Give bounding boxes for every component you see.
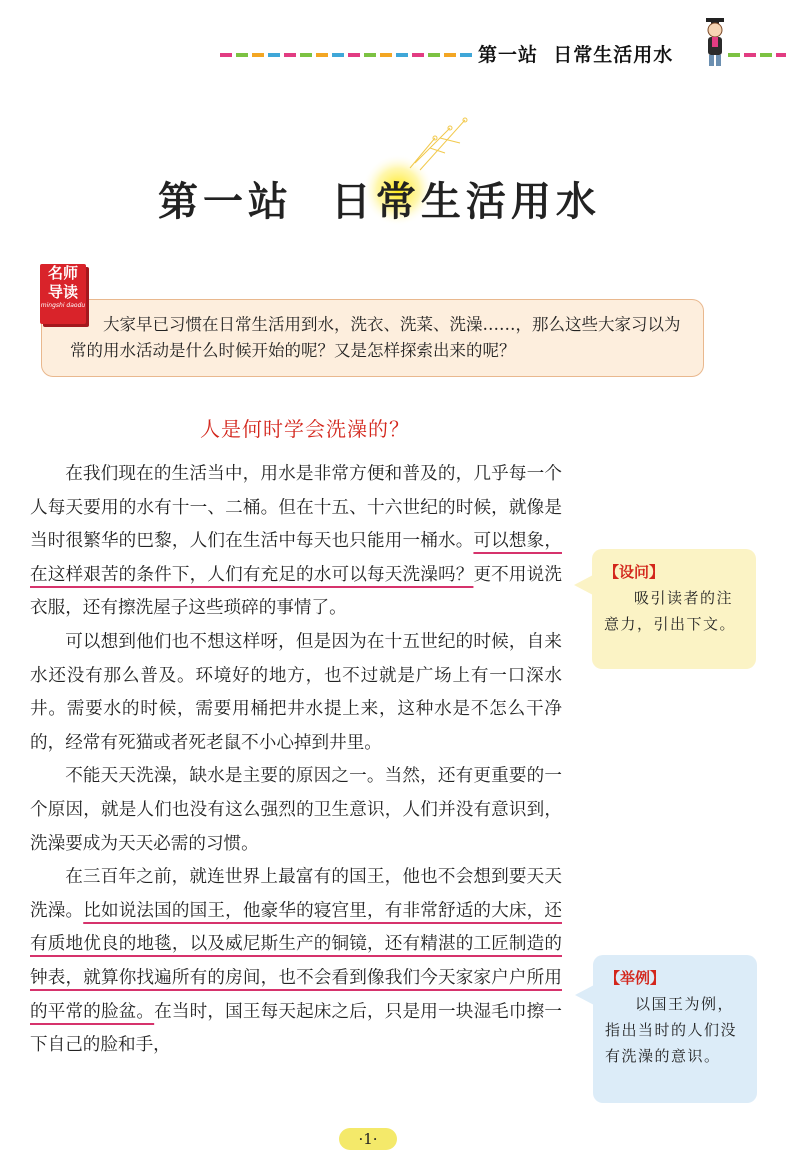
running-header-title: 第一站 日常生活用水 <box>478 44 674 66</box>
p4-underlined-example: 比如说法国的国王，他豪华的寝宫里，有非常舒适的大床，还有质地优良的地毯，以及威尼斯生产的铜镜，还有精湛的工匠制造的钟表，就算你找遍所有的房间，也不会看到像我们今天家家户户所用的平常的脸盆。 <box>30 900 562 1022</box>
paragraph-3: 不能天天洗澡，缺水是主要的原因之一。当然，还有更重要的一个原因，就是人们也没有这么强烈的卫生意识，人们并没有意识到，洗澡要成为天天必需的习惯。 <box>30 766 562 854</box>
note-title: 【举例】 <box>605 969 666 987</box>
paragraph-1 <box>30 458 562 626</box>
paragraph-2: 可以想到他们也不想这样呀，但是因为在十五世纪的时候，自来水还没有那么普及。环境好的地方，也不过就是广场上有一口深水井。需要水的时候，需要用桶把井水提上来，这种水是不怎么干净的，经常有死猫或者死老鼠不小心掉到井里。 <box>30 631 562 753</box>
p1-text-c: 更不用说洗衣服，还有擦洗屋子这些琐碎的事情了。 <box>30 564 562 619</box>
annotation-note-rhetorical <box>592 549 756 669</box>
graduate-mascot-icon <box>700 16 730 68</box>
p1-text-a: 在我们现在的生活当中，用水是非常方便和普及的，几乎每一个人每天要用的水有十一、二桶。但在十五、十六世纪的时候，就像是当时很繁华的巴黎，人们在生活中每天也只能用一桶水。 <box>30 464 562 552</box>
paragraph-4 <box>30 861 562 1063</box>
badge-label-1: 名师 <box>47 264 78 282</box>
note-body: 吸引读者的注意力，引出下文。 <box>604 589 737 633</box>
p4-text-a: 在三百年之前，就连世界上最富有的国王，他也不会想到要天天洗澡。 <box>30 867 562 921</box>
note-pointer <box>574 575 593 595</box>
annotation-note-example <box>593 955 757 1103</box>
guide-text: 大家早已习惯在日常生活用到水，洗衣、洗菜、洗澡……，那么这些大家习以为常的用水活动是什么时候开始的呢？又是怎样探索出来的呢？ <box>70 315 681 360</box>
note-body: 以国王为例，指出当时的人们没有洗澡的意识。 <box>605 995 738 1065</box>
body-text <box>30 458 562 1063</box>
p1-underlined-question: 可以想象，在这样艰苦的条件下，人们有充足的水可以每天洗澡吗？ <box>30 531 562 585</box>
page-number: ·1· <box>358 1130 378 1148</box>
chapter-title: 第一站 日常生活用水 <box>158 178 601 225</box>
note-pointer <box>575 985 594 1005</box>
p4-text-c: 在当时，国王每天起床之后，只是用一块湿毛巾擦一下自己的脸和手， <box>30 1001 562 1056</box>
note-title: 【设问】 <box>604 563 665 581</box>
header-decorative-dashes <box>220 53 475 57</box>
badge-label-2: 导读 <box>47 283 78 301</box>
badge-sub-label: mingshi daodu <box>40 302 86 309</box>
header-decorative-dashes-right <box>728 53 786 57</box>
section-title: 人是何时学会洗澡的？ <box>200 417 410 441</box>
